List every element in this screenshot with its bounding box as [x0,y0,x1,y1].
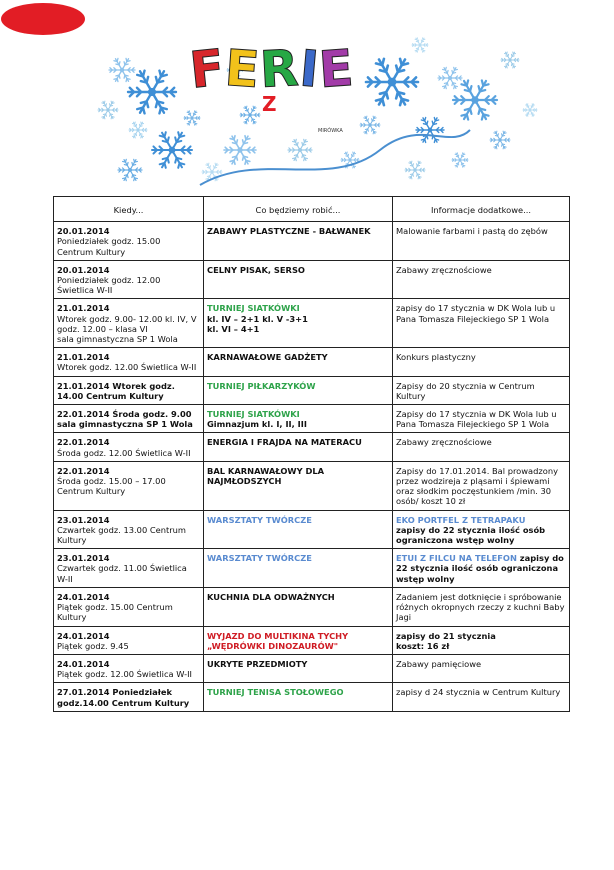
snowflake-icon [152,132,192,168]
cell-line: Centrum Kultury [57,246,126,257]
cell-line: Zapisy do 20 stycznia w Centrum Kultury [396,380,535,401]
cell-line: Czwartek godz. 11.00 Świetlica W-II [57,563,187,584]
table-header-row [54,197,570,222]
cell-line: „WĘDRÓWKI DINOZAURÓW" [207,640,339,651]
table-row [54,626,570,654]
cell-line: zapisy do 22 stycznia ilość osób ograniczona wstęp wolny [396,524,546,546]
cell-when [54,654,204,682]
snowflake-icon [288,139,312,160]
cell-info [393,405,570,433]
snowflake-icon [412,38,428,52]
cell-info [393,654,570,682]
cell-when [54,405,204,433]
table-row [54,683,570,711]
cell-line: Malowanie farbami i pastą do zębów [396,226,548,237]
cell-what [204,654,393,682]
snowflake-icon [129,122,147,138]
snowflake-icon [490,131,510,149]
cell-what [204,405,393,433]
cell-when [54,299,204,348]
table-row [54,376,570,404]
cell-line: Zadaniem jest dotknięcie i spróbowanie różnych okropnych rzeczy z kuchni Baby Jagi [396,591,565,623]
cell-what [204,549,393,588]
cell-line: Zabawy zręcznościowe [396,437,492,448]
cell-line: 21.01.2014 [57,303,110,314]
title-letter: I [297,39,322,99]
cell-info [393,299,570,348]
snowflake-icon [452,153,468,167]
cell-what [204,222,393,261]
cell-line: 24.01.2014 [57,658,110,669]
title-letter: R [258,39,302,99]
cell-info [393,348,570,376]
table-row [54,549,570,588]
cell-line: EKO PORTFEL Z TETRAPAKU [396,514,526,525]
title-letter: E [223,38,263,100]
cell-line: 23.01.2014 [57,553,110,564]
cell-line: Poniedziałek godz. 15.00 [57,236,161,247]
snowflake-icon [240,106,260,124]
cell-when [54,510,204,549]
cell-line: 22.01.2014 [57,465,110,476]
cell-when [54,433,204,461]
cell-what [204,587,393,626]
cell-line: zapisy d 24 stycznia w Centrum Kultury [396,687,561,698]
cell-line: 27.01.2014 Poniedziałek godz.14.00 Centrum Kultury [57,687,190,708]
cell-when [54,260,204,299]
snowflake-icon [501,52,519,68]
cell-line: sala gimnastyczna SP 1 Wola [57,334,178,345]
table-row [54,405,570,433]
cell-line: 22.01.2014 Środa godz. 9.00 sala gimnastyczna SP 1 Wola [57,409,193,430]
cell-what [204,433,393,461]
table-row [54,433,570,461]
cell-line: ENERGIA I FRAJDA NA MATERACU [207,437,362,448]
column-header-what: Co będziemy robić... [204,197,393,222]
cell-when [54,549,204,588]
table-row [54,348,570,376]
snowflake-icon [109,58,135,81]
cell-line: Zabawy zręcznościowe [396,264,492,275]
cell-line: KARNAWAŁOWE GADŻETY [207,352,328,363]
cell-what [204,299,393,348]
cell-line: 24.01.2014 [57,591,110,602]
cell-line: kl. VI – 4+1 [207,323,260,334]
cell-line: zapisy do 17 stycznia w DK Wola lub u Pana Tomasza Filejeckiego SP 1 Wola [396,303,556,324]
cell-what [204,626,393,654]
cell-line: Zapisy do 17 stycznia w DK Wola lub u Pana Tomasza Filejeckiego SP 1 Wola [396,409,557,430]
snowflake-icon [98,101,118,119]
cell-line: 22.01.2014 [57,437,110,448]
table-row [54,222,570,261]
cell-line: Gimnazjum kl. I, II, III [207,419,307,430]
cell-when [54,683,204,711]
cell-when [54,222,204,261]
cell-when [54,587,204,626]
header-banner [0,0,614,190]
cell-info [393,626,570,654]
cell-line: 23.01.2014 [57,514,110,525]
cell-line: CELNY PISAK, SERSO [207,264,305,275]
table-row [54,587,570,626]
column-header-info: Informacje dodatkowe... [393,197,570,222]
cell-line: UKRYTE PRZEDMIOTY [207,658,308,669]
gok-logo-icon [0,0,86,38]
cell-line: Środa godz. 12.00 Świetlica W-II [57,447,191,458]
cell-line: Wtorek godz. 12.00 Świetlica W-II [57,362,197,373]
ferie-title [187,34,357,100]
cell-what [204,376,393,404]
cell-info [393,510,570,549]
table-row [54,510,570,549]
gok-logo-text: GOK [300,94,364,124]
cell-line: Zapisy do 17.01.2014. Bal prowadzony przez wodzireja z pląsami i śpiewami oraz słodkim poczęstunkiem /min. 30 osób/ koszt 10 zł [396,465,558,507]
cell-line: Konkurs plastyczny [396,352,476,363]
table-row [54,654,570,682]
cell-line: Czwartek godz. 13.00 Centrum Kultury [57,524,187,546]
cell-line: 21.01.2014 [57,352,110,363]
cell-when [54,626,204,654]
snowflake-icon [128,71,176,114]
cell-when [54,348,204,376]
cell-info [393,587,570,626]
cell-line: Zabawy pamięciowe [396,658,482,669]
cell-line: Wtorek godz. 9.00- 12.00 kl. IV, V [57,313,197,324]
cell-line: koszt: 16 zł [396,640,450,651]
title-letter: E [317,38,357,100]
cell-line: KUCHNIA DLA ODWAŻNYCH [207,591,335,602]
cell-line: Centrum Kultury [57,486,126,497]
table-row [54,299,570,348]
snowflake-icon [184,111,200,125]
cell-info [393,461,570,510]
table-row [54,461,570,510]
cell-info [393,222,570,261]
column-header-when: Kiedy... [54,197,204,222]
cell-when [54,461,204,510]
cell-line: WARSZTATY TWÓRCZE [207,553,312,564]
cell-line: Piątek godz. 15.00 Centrum Kultury [57,602,173,623]
cell-line: 20.01.2014 [57,264,110,275]
cell-what [204,461,393,510]
cell-info [393,376,570,404]
cell-line: Świetlica W-II [57,285,113,296]
table-row [54,260,570,299]
cell-line: TURNIEJ PIŁKARZYKÓW [207,380,316,391]
title-letter: F [187,38,229,100]
cell-line: TURNIEJ SIATKÓWKI [207,409,300,420]
swirl-decoration [200,130,470,185]
cell-line: ZABAWY PLASTYCZNE - BAŁWANEK [207,226,371,237]
snowflake-icon [118,159,142,180]
cell-line: TURNIEJ TENISA STOŁOWEGO [207,687,344,698]
cell-what [204,683,393,711]
cell-line: kl. IV – 2+1 kl. V -3+1 [207,313,308,324]
cell-line: zapisy do 21 stycznia [396,630,496,641]
schedule-table [53,196,570,712]
cell-line: 21.01.2014 Wtorek godz. 14.00 Centrum Kultury [57,380,175,401]
cell-line: WYJAZD DO MULTIKINA TYCHY [207,630,349,641]
cell-info [393,433,570,461]
snowflake-icon [416,118,444,143]
cell-line: Środa godz. 15.00 – 17.00 [57,476,166,487]
cell-line: WARSZTATY TWÓRCZE [207,514,312,525]
cell-line: BAL KARNAWAŁOWY DLA NAJMŁODSZYCH [207,465,325,487]
cell-line: godz. 12.00 – klasa VI [57,323,148,334]
cell-what [204,510,393,549]
cell-info [393,549,570,588]
cell-line: Piątek godz. 9.45 [57,640,129,651]
cell-what [204,260,393,299]
cell-line: 20.01.2014 [57,226,110,237]
cell-line: Poniedziałek godz. 12.00 [57,275,161,286]
cell-line: ETUI Z FILCU NA TELEFON [396,553,517,564]
cell-line: zapisy do 22 stycznia ilość osób ograniczona wstęp wolny [396,553,564,584]
cell-what [204,348,393,376]
cell-line: 24.01.2014 [57,630,110,641]
snowflake-icon [523,104,537,116]
cell-line: Piątek godz. 12.00 Świetlica W-II [57,669,193,680]
cell-line: TURNIEJ SIATKÓWKI [207,303,300,314]
snowflake-icon [224,136,256,165]
snowflake-icon [366,59,418,105]
gok-logo-subtext: MIRÓWKA [318,128,343,134]
cell-info [393,260,570,299]
cell-info [393,683,570,711]
z-label: Z [262,92,277,116]
snowflake-icon [453,80,497,119]
cell-when [54,376,204,404]
snowflake-icon [438,67,462,88]
snowflake-icon [405,161,425,179]
